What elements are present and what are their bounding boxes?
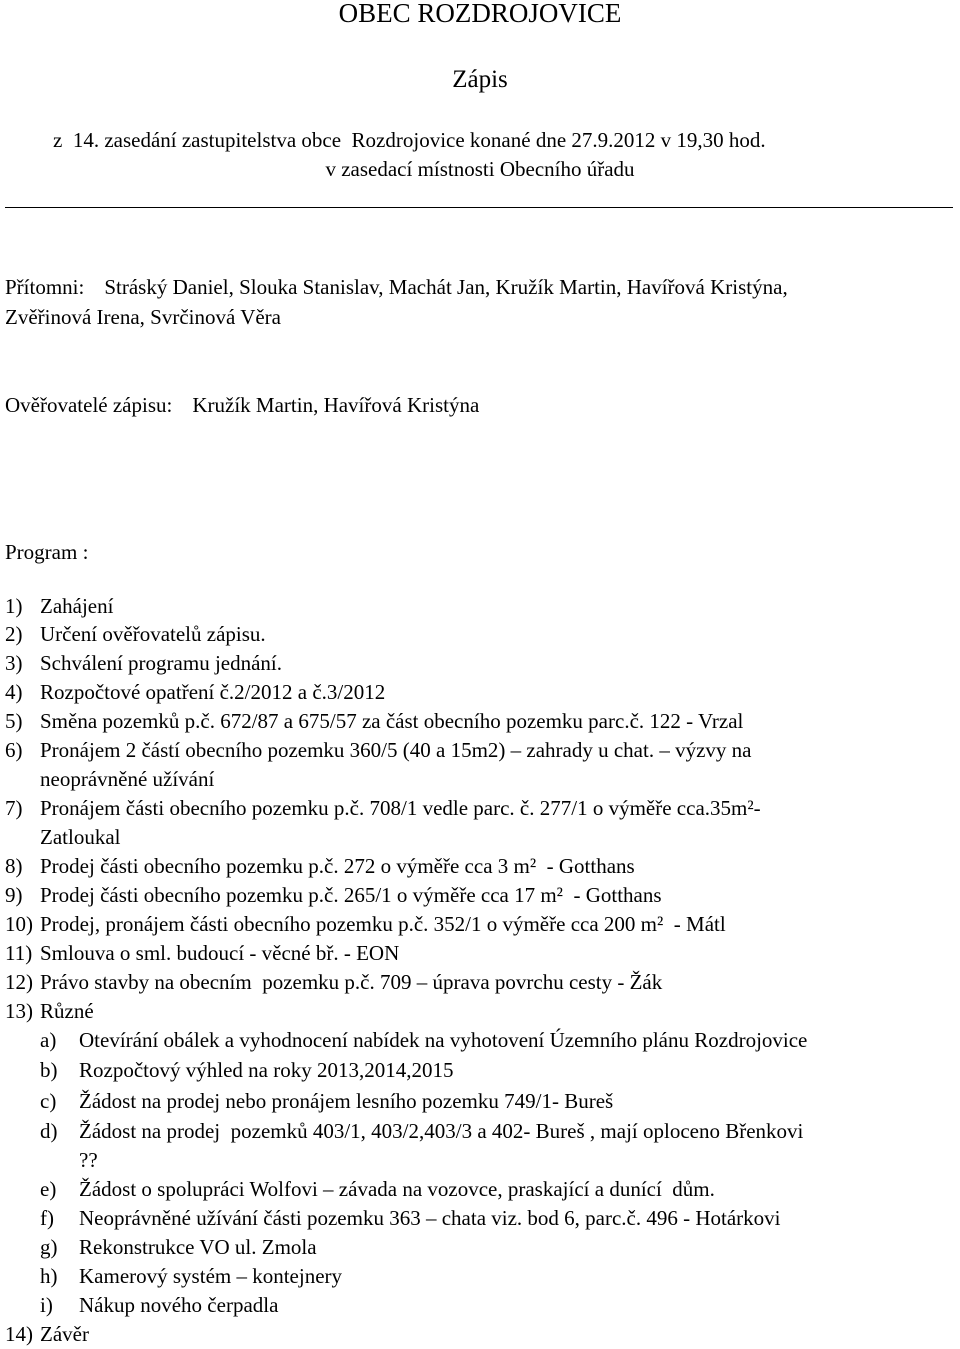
program-subitem-text: Nákup nového čerpadla	[79, 1293, 279, 1317]
program-item-text: Prodej části obecního pozemku p.č. 272 o výměře cca 3 m² - Gotthans	[40, 854, 635, 878]
program-item-text: Zahájení	[40, 594, 114, 618]
verifiers-names: Kružík Martin, Havířová Kristýna	[192, 393, 480, 417]
program-item-text: Prodej části obecního pozemku p.č. 265/1 o výměře cca 17 m² - Gotthans	[40, 883, 662, 907]
program-item-number: 7)	[5, 796, 23, 820]
program-subitem-text: Kamerový systém – kontejnery	[79, 1264, 343, 1288]
program-item-number: 9)	[5, 883, 23, 907]
program-subitem-letter: g)	[40, 1235, 58, 1259]
program-item-number: 11)	[5, 941, 33, 965]
program-subitem-continuation: ??	[79, 1148, 98, 1172]
attendance-line-1	[5, 273, 788, 301]
program-item-text: Určení ověřovatelů zápisu.	[40, 622, 266, 646]
program-subitem-letter: f)	[40, 1206, 54, 1230]
program-item-number: 14)	[5, 1322, 33, 1346]
program-item-number: 4)	[5, 680, 23, 704]
program-subitem-text: Neoprávněné užívání části pozemku 363 – chata viz. bod 6, parc.č. 496 - Hotárkovi	[79, 1206, 781, 1230]
program-subitem-text: Žádost o spolupráci Wolfovi – závada na vozovce, praskající a dunící dům.	[79, 1177, 715, 1201]
program-item-continuation: Zatloukal	[40, 825, 121, 849]
program-item-number: 1)	[5, 594, 23, 618]
program-subitem-text: Rekonstrukce VO ul. Zmola	[79, 1235, 317, 1259]
program-item-text: Rozpočtové opatření č.2/2012 a č.3/2012	[40, 680, 386, 704]
header-rule	[5, 207, 953, 208]
program-item-text: Různé	[40, 999, 94, 1023]
program-subitem-letter: c)	[40, 1089, 57, 1113]
program-item-text: Prodej, pronájem části obecního pozemku p.č. 352/1 o výměře cca 200 m² - Mátl	[40, 912, 726, 936]
program-item-number: 6)	[5, 738, 23, 762]
program-subitem-text: Rozpočtový výhled na roky 2013,2014,2015	[79, 1058, 454, 1082]
program-item-number: 2)	[5, 622, 23, 646]
program-item-text: Smlouva o sml. budoucí - věcné bř. - EON	[40, 941, 400, 965]
program-label: Program :	[5, 540, 89, 564]
program-item-text: Pronájem části obecního pozemku p.č. 708/1 vedle parc. č. 277/1 o výměře cca.35m²-	[40, 796, 761, 820]
program-subitem-letter: a)	[40, 1028, 57, 1052]
program-item-number: 13)	[5, 999, 33, 1023]
program-subitem-letter: h)	[40, 1264, 58, 1288]
program-subitem-letter: d)	[40, 1119, 58, 1143]
program-item-text: Směna pozemků p.č. 672/87 a 675/57 za část obecního pozemku parc.č. 122 - Vrzal	[40, 709, 744, 733]
program-item-number: 12)	[5, 970, 33, 994]
meeting-line: z 14. zasedání zastupitelstva obce Rozdrojovice konané dne 27.9.2012 v 19,30 hod.	[53, 128, 766, 152]
program-subitem-text: Otevírání obálek a vyhodnocení nabídek na vyhotovení Územního plánu Rozdrojovice	[79, 1028, 808, 1052]
document-title: Zápis	[452, 66, 508, 93]
program-item-number: 10)	[5, 912, 33, 936]
program-item-number: 5)	[5, 709, 23, 733]
program-subitem-text: Žádost na prodej nebo pronájem lesního pozemku 749/1- Bureš	[79, 1089, 614, 1113]
place-line: v zasedací místnosti Obecního úřadu	[325, 157, 635, 181]
program-item-number: 3)	[5, 651, 23, 675]
program-item-text: Závěr	[40, 1322, 89, 1346]
program-item-continuation: neoprávněné užívání	[40, 767, 215, 791]
program-subitem-letter: b)	[40, 1058, 58, 1082]
program-subitem-letter: e)	[40, 1177, 57, 1201]
attendance-line-2: Zvěřinová Irena, Svrčinová Věra	[5, 305, 281, 329]
verifiers-label: Ověřovatelé zápisu:	[5, 393, 173, 417]
program-item-text: Právo stavby na obecním pozemku p.č. 709 – úprava povrchu cesty - Žák	[40, 970, 663, 994]
program-item-text: Pronájem 2 částí obecního pozemku 360/5 (40 a 15m2) – zahrady u chat. – výzvy na	[40, 738, 752, 762]
program-item-text: Schválení programu jednání.	[40, 651, 283, 675]
verifiers-line	[5, 391, 479, 419]
program-item-number: 8)	[5, 854, 23, 878]
attendance-names: Stráský Daniel, Slouka Stanislav, Machát Jan, Kružík Martin, Havířová Kristýna,	[104, 275, 788, 299]
program-subitem-letter: i)	[40, 1293, 53, 1317]
program-subitem-text: Žádost na prodej pozemků 403/1, 403/2,403/3 a 402- Bureš , mají oploceno Břenkovi	[79, 1119, 804, 1143]
municipality-title: OBEC ROZDROJOVICE	[338, 0, 622, 28]
attendance-label: Přítomni:	[5, 275, 85, 299]
